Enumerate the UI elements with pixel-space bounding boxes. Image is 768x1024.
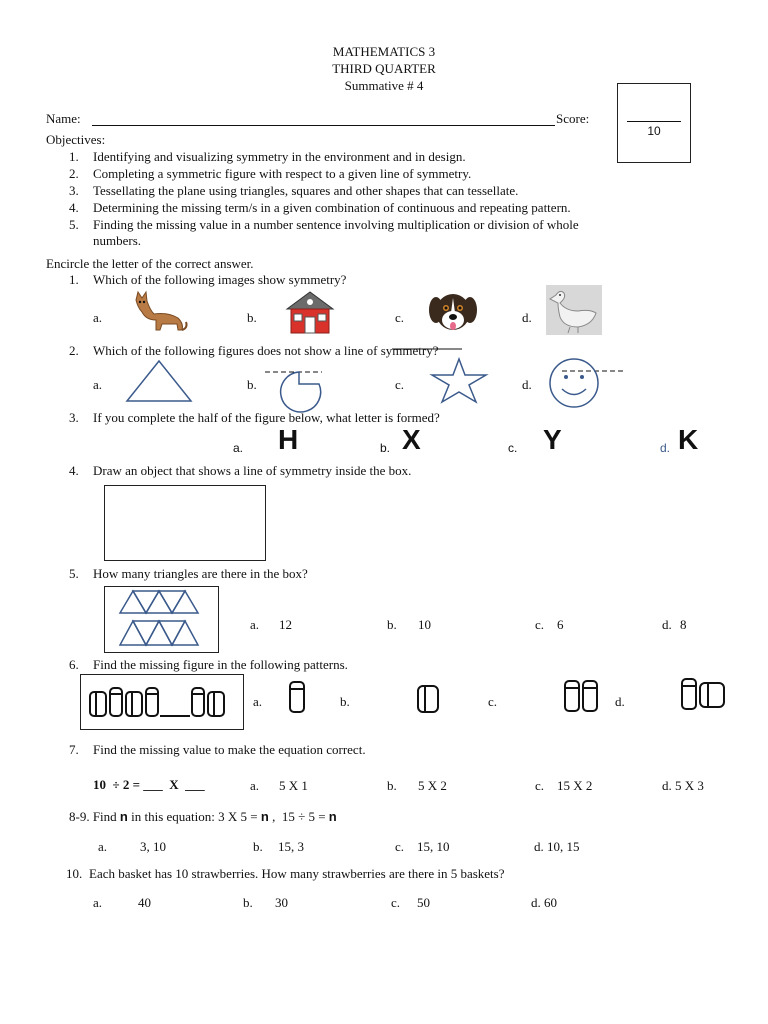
title-quarter: THIRD QUARTER <box>332 61 436 76</box>
title-summative: Summative # 4 <box>344 78 424 93</box>
title-subject: MATHEMATICS 3 <box>332 44 436 59</box>
q6-text: Find the missing figure in the following patterns. <box>93 657 348 672</box>
objective-text: Determining the missing term/s in a given combination of continuous and repeating pattern. <box>93 200 571 215</box>
star-shape <box>430 358 488 404</box>
q7-option-c[interactable]: c. <box>535 778 545 793</box>
q89-value-b: 15, 3 <box>278 839 304 854</box>
objective-num: 2. <box>69 166 79 181</box>
score-label: Score: <box>556 111 590 126</box>
q4-num: 4. <box>69 463 79 478</box>
objective-num: 3. <box>69 183 79 198</box>
score-box <box>617 83 691 163</box>
q7-text: Find the missing value to make the equation correct. <box>93 742 366 757</box>
q2-option-a[interactable]: a. <box>93 377 103 392</box>
q5-option-c[interactable]: c. <box>535 617 545 632</box>
cylinder-tall-icon <box>288 680 308 714</box>
q3-letter-b: X <box>402 424 421 455</box>
q7-equation: 10 ÷ 2 = ___ X ___ <box>93 777 205 792</box>
q10-num: 10. <box>66 866 83 881</box>
name-line[interactable] <box>92 125 555 126</box>
q2-option-b[interactable]: b. <box>247 377 257 392</box>
name-label: Name: <box>46 111 81 126</box>
duck-icon <box>546 285 602 335</box>
q89-value-a: 3, 10 <box>140 839 166 854</box>
q10-value-a: 40 <box>138 895 151 910</box>
q2-num: 2. <box>69 343 79 358</box>
objective-text: Identifying and visualizing symmetry in the environment and in design. <box>93 149 466 164</box>
q5-value-c: 6 <box>557 617 564 632</box>
q2-option-d[interactable]: d. <box>522 377 532 392</box>
q89-var: n <box>119 809 128 824</box>
q3-letter-c: Y <box>543 424 562 455</box>
q6-option-a[interactable]: a. <box>253 694 263 709</box>
score-total: 10 <box>647 124 661 138</box>
cylinder-side-icon <box>416 684 442 714</box>
q7-value-a: 5 X 1 <box>279 778 308 793</box>
q6-option-d[interactable]: d. <box>615 694 625 709</box>
objective-text: Finding the missing value in a number sentence involving multiplication or division of whole <box>93 217 579 232</box>
q3-option-a[interactable]: a. <box>233 441 244 455</box>
q6-num: 6. <box>69 657 79 672</box>
q89-prefix: 8-9. Find <box>69 809 117 824</box>
cylinder-pattern-figure <box>88 684 238 720</box>
objective-text: Tessellating the plane using triangles, squares and other shapes that can tessellate. <box>93 183 519 198</box>
objectives-title: Objectives: <box>46 132 106 147</box>
q5-text: How many triangles are there in the box? <box>93 566 308 581</box>
q7-option-b[interactable]: b. <box>387 778 397 793</box>
q3-letter-d: K <box>678 424 699 455</box>
q5-num: 5. <box>69 566 79 581</box>
q7-value-d[interactable]: d. 5 X 3 <box>662 778 704 793</box>
objective-num: 4. <box>69 200 79 215</box>
q7-option-a[interactable]: a. <box>250 778 260 793</box>
house-icon <box>285 289 335 335</box>
q1-text: Which of the following images show symmetry? <box>93 272 347 287</box>
q10-option-b[interactable]: b. <box>243 895 253 910</box>
q89-equation-line <box>69 809 337 825</box>
q2-text: Which of the following figures does not show a line of symmetry? <box>93 343 439 358</box>
q1-option-b[interactable]: b. <box>247 310 257 325</box>
q89-option-b[interactable]: b. <box>253 839 263 854</box>
q89-option-a[interactable]: a. <box>98 839 108 854</box>
q89-option-c[interactable]: c. <box>395 839 405 854</box>
q89-mid: in this equation: 3 X 5 = <box>131 809 258 824</box>
objective-text: Completing a symmetric figure with respect to a given line of symmetry. <box>93 166 472 181</box>
q5-option-d[interactable]: d. <box>662 617 672 632</box>
q3-letter-a: H <box>278 424 299 455</box>
q3-num: 3. <box>69 410 79 425</box>
q1-option-d[interactable]: d. <box>522 310 532 325</box>
q89-mid2: , 15 ÷ 5 = <box>272 809 326 824</box>
q3-option-c[interactable]: c. <box>508 441 518 455</box>
strike-mark <box>392 347 462 351</box>
q6-option-c[interactable]: c. <box>488 694 498 709</box>
q6-option-b[interactable]: b. <box>340 694 350 709</box>
cat-icon <box>128 290 190 334</box>
q5-option-b[interactable]: b. <box>387 617 397 632</box>
smiley-face-shape <box>546 358 626 408</box>
triangles-figure <box>120 589 202 647</box>
score-blank-line[interactable] <box>627 121 681 122</box>
triangle-shape <box>126 360 192 402</box>
dog-face-icon <box>428 292 478 334</box>
q5-value-b: 10 <box>418 617 431 632</box>
q3-text: If you complete the half of the figure below, what letter is formed? <box>93 410 440 425</box>
cylinder-pair-icon <box>563 679 603 713</box>
q10-value-c: 50 <box>417 895 430 910</box>
objective-num: 1. <box>69 149 79 164</box>
partial-circle-shape <box>265 363 323 405</box>
q1-option-a[interactable]: a. <box>93 310 103 325</box>
cylinder-mixed-icon <box>680 677 728 711</box>
q89-value-c: 15, 10 <box>417 839 450 854</box>
objective-text-cont: numbers. <box>93 233 142 248</box>
q1-num: 1. <box>69 272 79 287</box>
instruction: Encircle the letter of the correct answer. <box>46 256 254 271</box>
q7-value-c: 15 X 2 <box>557 778 593 793</box>
q2-option-c[interactable]: c. <box>395 377 405 392</box>
q89-value-d[interactable]: d. 10, 15 <box>534 839 580 854</box>
q10-text: Each basket has 10 strawberries. How many strawberries are there in 5 baskets? <box>89 866 505 881</box>
q10-value-d[interactable]: d. 60 <box>531 895 557 910</box>
q5-value-a: 12 <box>279 617 292 632</box>
q4-text: Draw an object that shows a line of symmetry inside the box. <box>93 463 412 478</box>
q3-option-d[interactable]: d. <box>660 441 671 455</box>
q1-option-c[interactable]: c. <box>395 310 405 325</box>
q89-var2: n <box>260 809 269 824</box>
q89-var3: n <box>328 809 337 824</box>
q10-value-b: 30 <box>275 895 288 910</box>
q7-num: 7. <box>69 742 79 757</box>
q7-value-b: 5 X 2 <box>418 778 447 793</box>
objective-num: 5. <box>69 217 79 232</box>
q5-value-d: 8 <box>680 617 687 632</box>
q10-option-c[interactable]: c. <box>391 895 401 910</box>
q5-option-a[interactable]: a. <box>250 617 260 632</box>
drawing-box[interactable] <box>104 485 266 561</box>
q3-option-b[interactable]: b. <box>380 441 391 455</box>
q10-option-a[interactable]: a. <box>93 895 103 910</box>
